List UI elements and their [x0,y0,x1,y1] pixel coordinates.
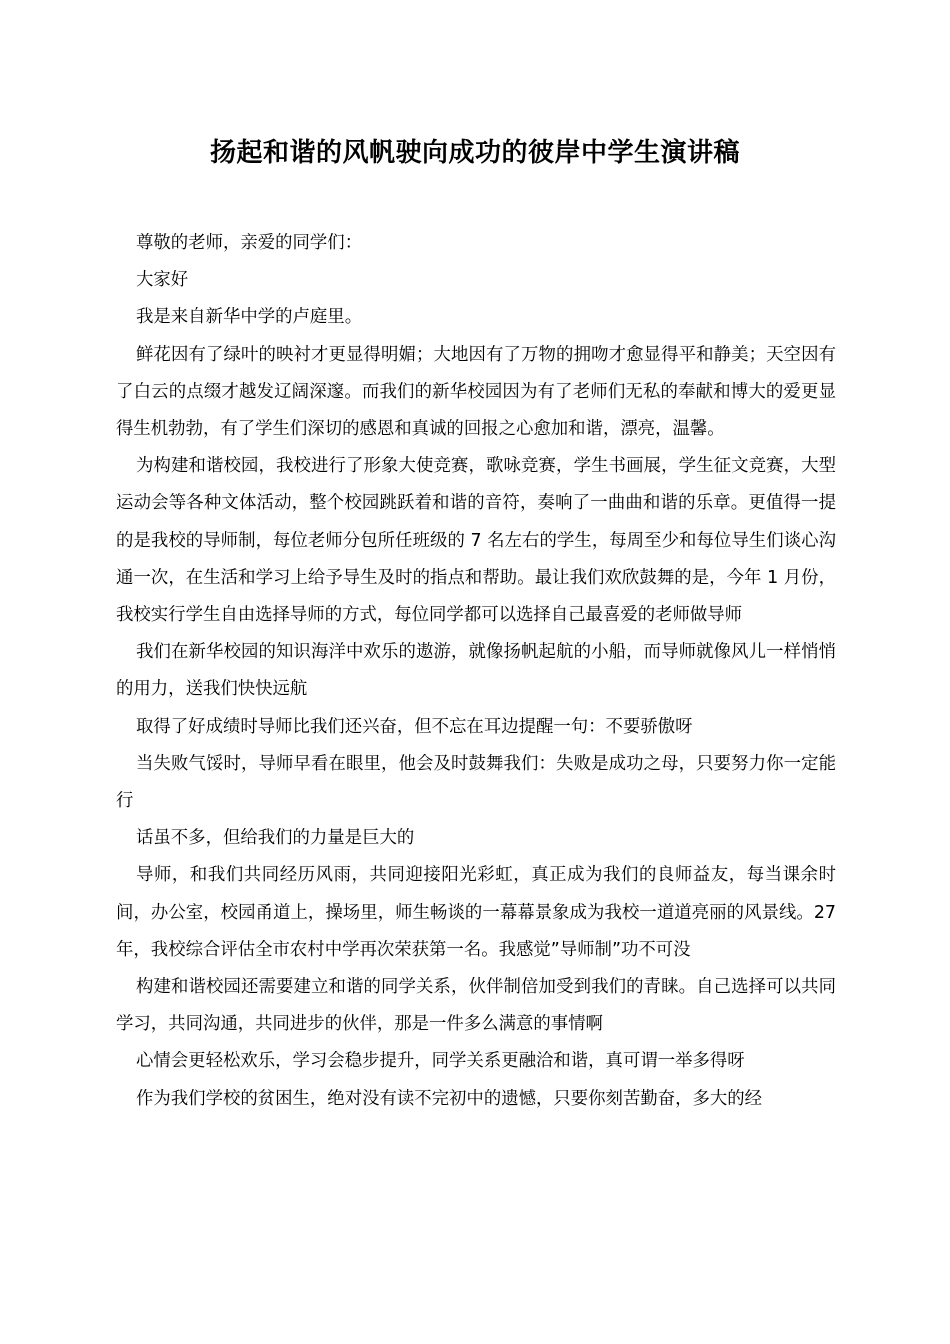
document-body [116,225,836,1118]
paragraph: 作为我们学校的贫困生，绝对没有读不完初中的遗憾，只要你刻苦勤奋，多大的经 [136,1088,763,1109]
paragraph-greeting: 大家好 [136,270,189,291]
paragraph: 我们在新华校园的知识海洋中欢乐的遨游，就像扬帆起航的小船，而导师就像风儿一样悄悄的用力，送我们快快远航 [116,642,836,700]
paragraph: 心情会更轻松欢乐，学习会稳步提升，同学关系更融洽和谐，真可谓一举多得呀 [136,1051,745,1072]
paragraph: 构建和谐校园还需要建立和谐的同学关系，伙伴制倍加受到我们的青睐。自己选择可以共同学习，共同沟通，共同进步的伙伴，那是一件多么满意的事情啊 [116,977,836,1035]
paragraph: 话虽不多，但给我们的力量是巨大的 [136,828,415,849]
paragraph: 导师，和我们共同经历风雨，共同迎接阳光彩虹，真正成为我们的良师益友，每当课余时间，办公室，校园甬道上，操场里，师生畅谈的一幕幕景象成为我校一道道亮丽的风景线。27 年，我校综合评估全市农村中学再次荣获第一名。我感觉”导师制”功不可没 [116,865,836,960]
paragraph-introduction: 我是来自新华中学的卢庭里。 [136,307,363,328]
paragraph: 为构建和谐校园，我校进行了形象大使竞赛，歌咏竞赛，学生书画展，学生征文竞赛，大型运动会等各种文体活动，整个校园跳跃着和谐的音符，奏响了一曲曲和谐的乐章。更值得一提的是我校的导师制，每位老师分包所任班级的 7 名左右的学生，每周至少和每位导生们谈心沟通一次，在生活和学习上给予导生及时的指点和帮助。最让我们欢欣鼓舞的是，今年 1 月份，我校实行学生自由选择导师的方式，每位同学都可以选择自己最喜爱的老师做导师 [116,456,836,626]
paragraph: 当失败气馁时，导师早看在眼里，他会及时鼓舞我们：失败是成功之母，只要努力你一定能行 [116,753,836,812]
document-title: 扬起和谐的风帆驶向成功的彼岸中学生演讲稿 [209,138,740,168]
paragraph: 取得了好成绩时导师比我们还兴奋，但不忘在耳边提醒一句：不要骄傲呀 [136,716,693,737]
paragraph: 鲜花因有了绿叶的映衬才更显得明媚；大地因有了万物的拥吻才愈显得平和静美；天空因有了白云的点缀才越发辽阔深邃。而我们的新华校园因为有了老师们无私的奉献和博大的爱更显得生机勃勃，有了学生们深切的感恩和真诚的回报之心愈加和谐，漂亮，温馨。 [116,344,836,440]
paragraph-salutation: 尊敬的老师，亲爱的同学们： [136,233,363,253]
